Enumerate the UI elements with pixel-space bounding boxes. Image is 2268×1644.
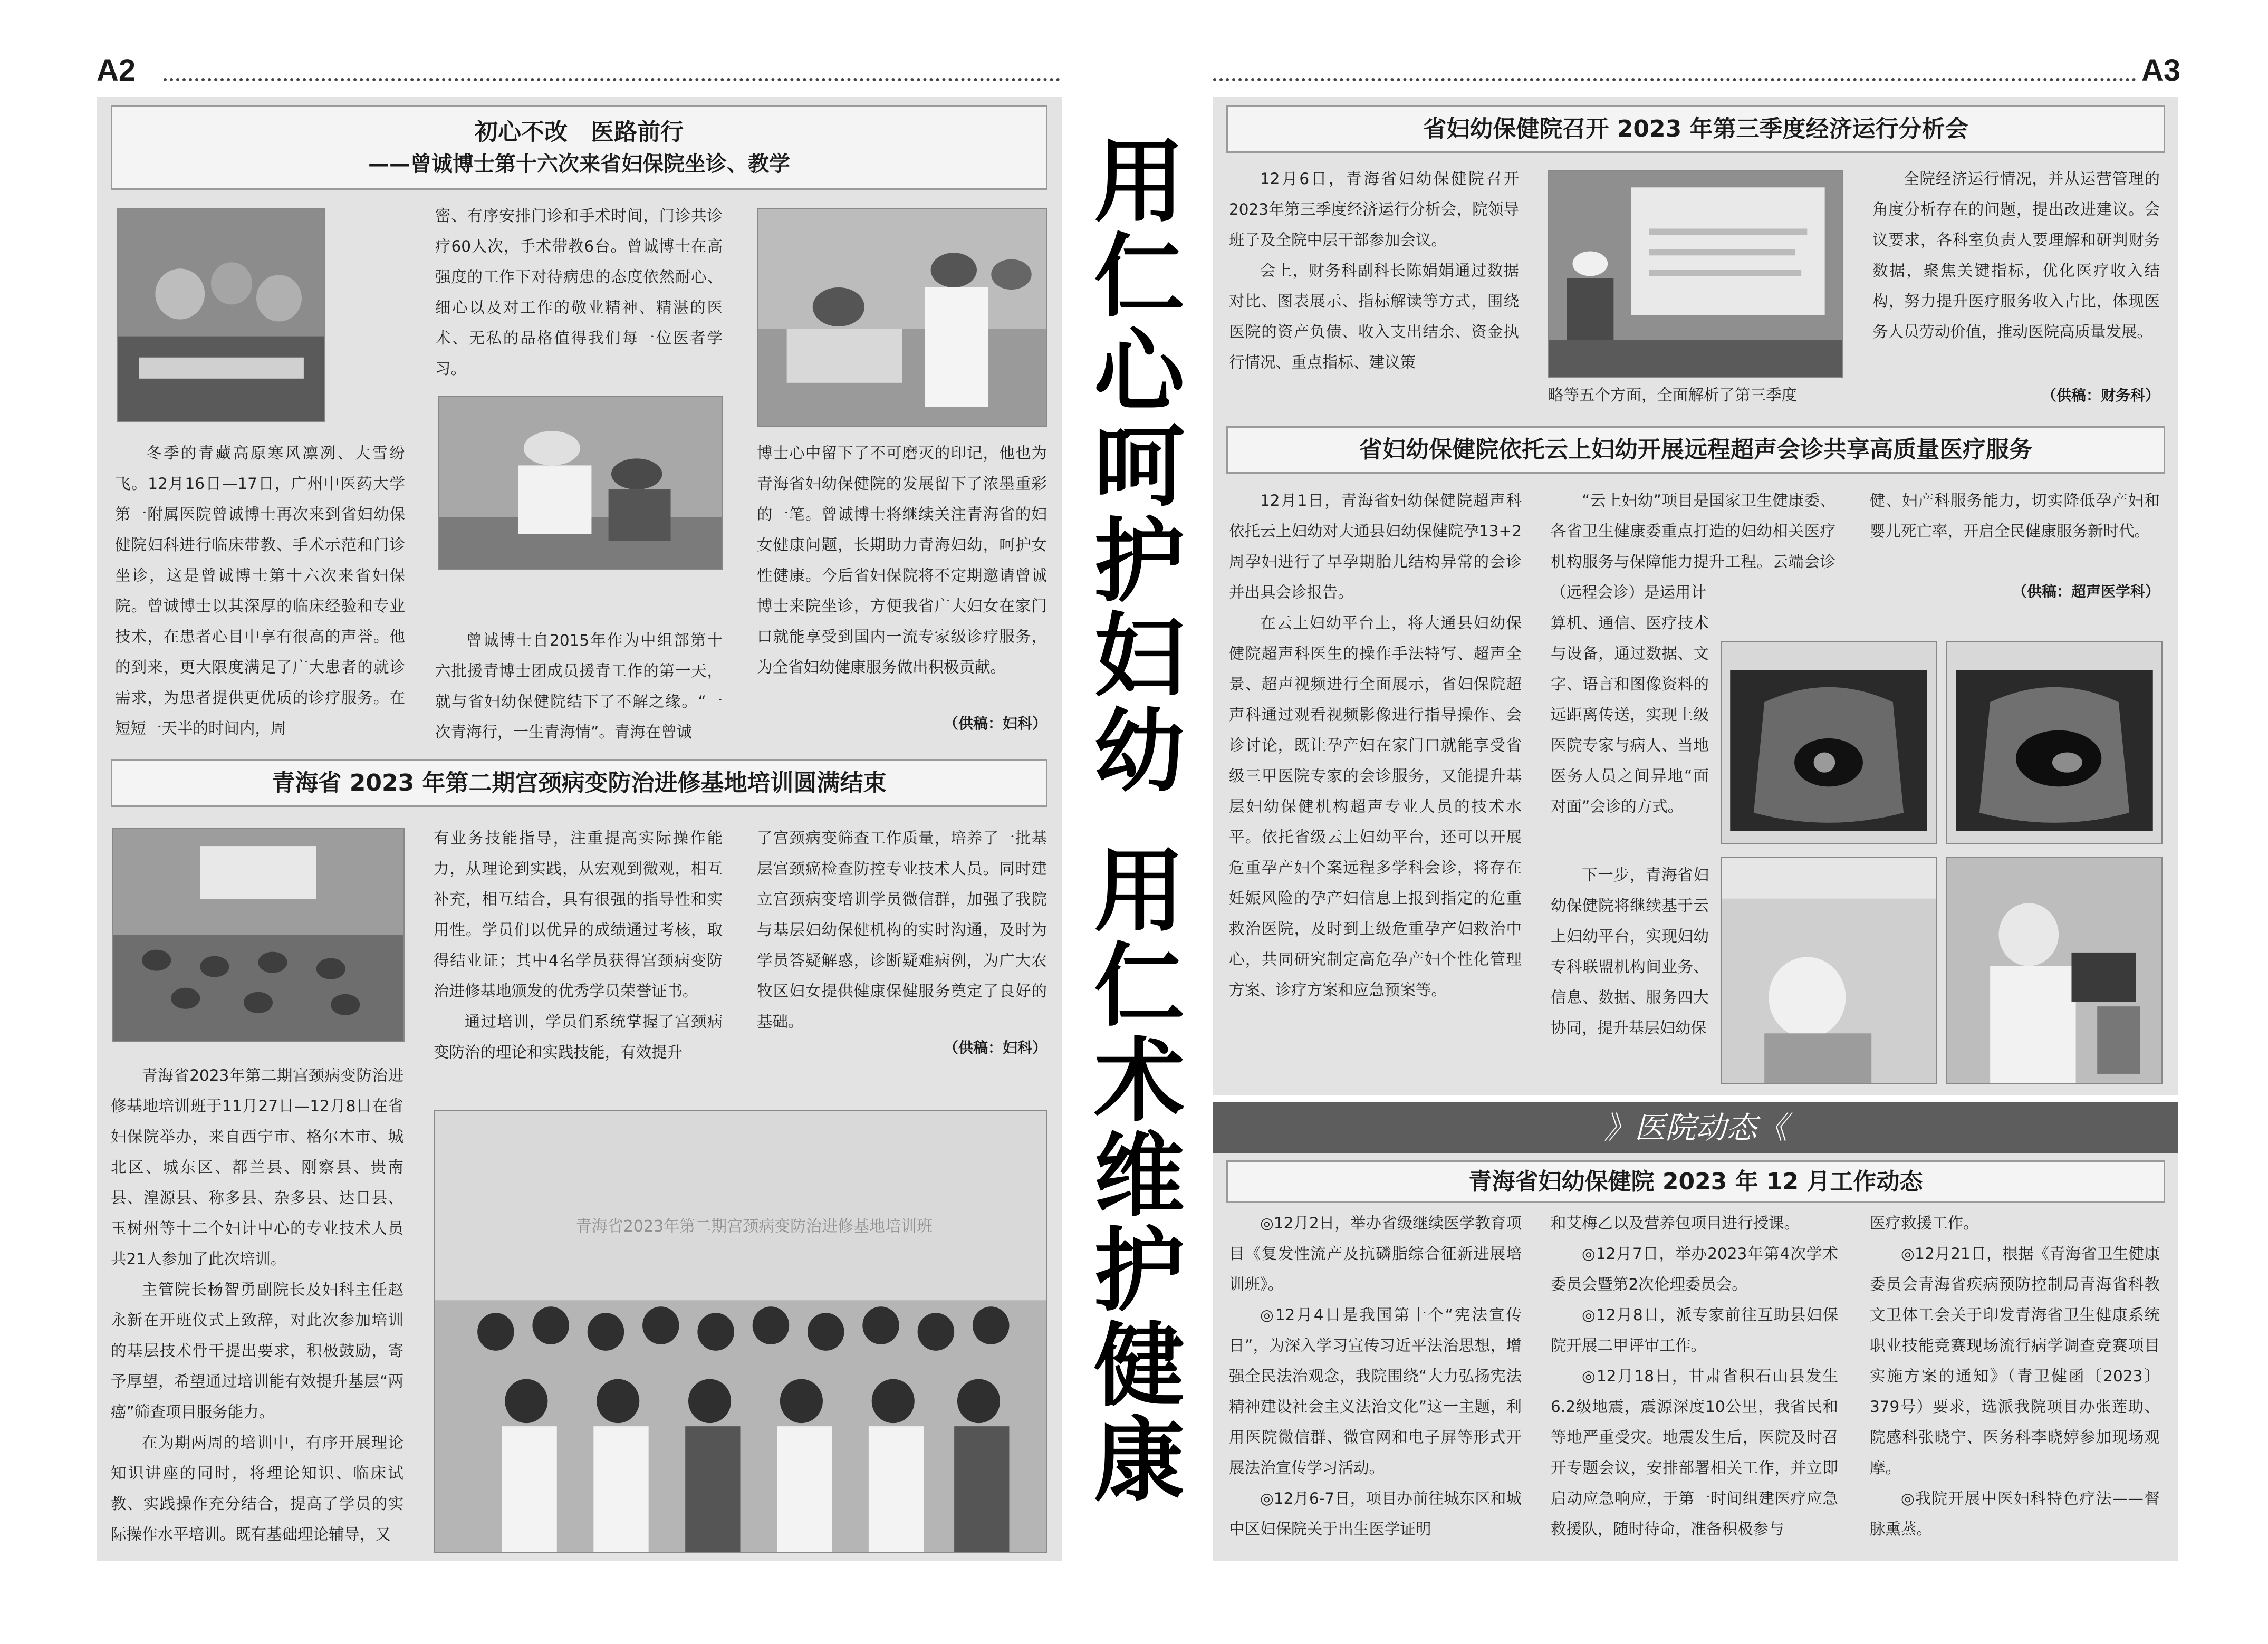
article2-col3-text: 了宫颈病变筛查工作质量，培养了一批基层宫颈癌检查防控专业技术人员。同时建立宫颈病变培训学员微信群，加强了我院与基层妇幼保健机构的实时沟通，及时为学员答疑解惑，诊断疑难病例，为广大农牧区妇女提供健康保健服务奠定了良好的基础。	[757, 829, 1047, 1031]
news-col1-p3: ◎12月6-7日，项目办前往城东区和城中区妇保院关于出生医学证明	[1229, 1489, 1522, 1538]
article3-title: 省妇幼保健院召开 2023 年第三季度经济运行分析会	[1423, 116, 1968, 142]
news-titlebar	[1226, 1160, 2165, 1203]
slogan-line1: 用仁心呵护妇幼	[1094, 129, 1185, 804]
news-col2-p2: ◎12月7日，举办2023年第4次学术委员会暨第2次伦理委员会。	[1551, 1245, 1838, 1293]
article1-col1	[115, 438, 405, 744]
article2-credit: （供稿：妇科）	[943, 1039, 1047, 1056]
article2-col1-p2: 主管院长杨智勇副院长及妇科主任赵永新在开班仪式上致辞，对此次参加培训的基层技术骨干提出要求，积极鼓励，寄予厚望，希望通过培训能有效提升基层“两癌”筛查项目服务能力。	[111, 1281, 403, 1421]
article3-col3	[1872, 164, 2160, 347]
article1-titlebar	[111, 105, 1047, 190]
article4-credit: （供稿：超声医学科）	[2012, 583, 2160, 600]
article4-col2-top	[1551, 485, 1835, 608]
article4-col3-text: 健、妇产科服务能力，切实降低孕产妇和婴儿死亡率，开启全民健康服务新时代。	[1870, 492, 2160, 540]
article1-credit: （供稿：妇科）	[943, 715, 1047, 732]
surgery-photo	[117, 208, 325, 422]
article1-col3	[757, 438, 1047, 682]
news-col1	[1229, 1208, 1522, 1544]
news-col2-p3: ◎12月8日，派专家前往互助县妇保院开展二甲评审工作。	[1551, 1306, 1838, 1354]
article1-col2a-text: 密、有序安排门诊和手术时间，门诊共诊疗60人次，手术带教6台。曾诚博士在高强度的工作下对待病患的态度依然耐心、细心以及对工作的敬业精神、精湛的医术、无私的品格值得我们每一位医者学习。	[435, 207, 723, 378]
news-col3-p1: 医疗救援工作。	[1870, 1214, 1979, 1232]
consult-photo	[438, 396, 723, 570]
hospital-news-banner: 》医院动态《	[1213, 1102, 2178, 1153]
article2-col2	[434, 823, 723, 1068]
article2-titlebar	[111, 759, 1047, 807]
article2-col1	[111, 1060, 403, 1550]
header-rule-right	[1213, 78, 2136, 81]
article1-subtitle: ——曾诚博士第十六次来省妇保院坐诊、教学	[368, 152, 790, 176]
article2-col3	[757, 823, 1047, 1037]
article2-col2-p2: 通过培训，学员们系统掌握了宫颈病变防治的理论和实践技能，有效提升	[434, 1013, 723, 1061]
slogan-line2: 用仁术维护健康	[1094, 838, 1185, 1514]
news-col1-p2: ◎12月4日是我国第十个“宪法宣传日”，为深入学习宣传习近平法治思想，增强全民法治观念，我院围绕“大力弘扬宪法精神建设社会主义法治文化”这一主题，利用医院微信群、微官网和电子屏等形式开展法治宣传学习活动。	[1229, 1306, 1522, 1477]
article3-titlebar	[1226, 105, 2165, 153]
article3-col2	[1548, 380, 1843, 410]
article4-col2-mid-text: 算机、通信、医疗技术与设备，通过数据、文字、语言和图像资料的远距离传送，实现上级医院专家与病人、当地医务人员之间异地“面对面”会诊的方式。	[1551, 614, 1709, 815]
article2-col1-p1: 青海省2023年第二期宫颈病变防治进修基地培训班于11月27日—12月8日在省妇保院举办，来自西宁市、格尔木市、城北区、城东区、都兰县、刚察县、贵南县、湟源县、称多县、杂多县、达日县、玉树州等十二个妇计中心的专业技术人员共21人参加了此次培训。	[111, 1066, 403, 1268]
news-col1-p1: ◎12月2日，举办省级继续医学教育项目《复发性流产及抗磷脂综合征新进展培训班》。	[1229, 1214, 1522, 1293]
article1-col2b-text: 曾诚博士自2015年作为中组部第十六批援青博士团成员援青工作的第一天，就与省妇幼保健院结下了不解之缘。“一次青海行，一生青海情”。青海在曾诚	[435, 631, 723, 741]
article3-col1	[1229, 164, 1519, 378]
patient-photo	[757, 208, 1047, 427]
article4-col2-top-text: “云上妇幼”项目是国家卫生健康委、各省卫生健康委重点打造的妇幼相关医疗机构服务与保障能力提升工程。云端会诊（远程会诊）是运用计	[1551, 492, 1835, 601]
news-col2	[1551, 1208, 1838, 1544]
article3-credit: （供稿：财务科）	[2041, 387, 2160, 404]
article4-col2-low	[1551, 860, 1709, 1043]
news-col3-p2: ◎12月21日，根据《青海省卫生健康委员会青海省疾病预防控制局青海省科教文卫体工会关于印发青海省卫生健康系统职业技能竞赛现场流行病学调查竞赛项目实施方案的通知》（青卫健函〔2023〕379号）要求，选派我院项目办张莲助、院感科张晓宁、医务科李晓婷参加现场观摩。	[1870, 1245, 2160, 1477]
article1-col3-text: 博士心中留下了不可磨灭的印记，他也为青海省妇幼保健院的发展留下了浓墨重彩的一笔。曾诚博士将继续关注青海省的妇女健康问题，长期助力青海妇幼，呵护女性健康。今后省妇保院将不定期邀请曾诚博士来院坐诊，方便我省广大妇女在家门口就能享受到国内一流专家级诊疗服务，为全省妇幼健康服务做出积极贡献。	[757, 444, 1047, 676]
article1-col2b	[435, 625, 723, 747]
article4-col1-p2: 在云上妇幼平台上，将大通县妇幼保健院超声科医生的操作手法特写、超声全景、超声视频进行全面展示，省妇保院超声科通过观看视频影像进行指导操作、会诊讨论，既让孕产妇在家门口就能享受省级三甲医院专家的会诊服务，又能提升基层妇幼保健机构超声专业人员的技术水平。依托省级云上妇幼平台，还可以开展危重孕产妇个案远程多学科会诊，将存在妊娠风险的孕产妇信息上报到指定的危重救治医院，及时到上级危重孕产妇救治中心，共同研究制定高危孕产妇个性化管理方案、诊疗方案和应急预案等。	[1229, 614, 1522, 999]
article3-col1-p2: 会上，财务科副科长陈娟娟通过数据对比、图表展示、指标解读等方式，围绕医院的资产负债、收入支出结余、资金执行情况、重点指标、建议策	[1229, 262, 1519, 371]
group-photo	[434, 1110, 1047, 1553]
news-col3	[1870, 1208, 2160, 1544]
meeting-photo	[1548, 170, 1843, 378]
article4-col2-low-text: 下一步，青海省妇幼保健院将继续基于云上妇幼平台，实现妇幼专科联盟机构间业务、信息、数据、服务四大协同，提升基层妇幼保	[1551, 866, 1709, 1037]
page-number-right: A3	[2141, 53, 2181, 88]
article3-col1-p1: 12月6日，青海省妇幼保健院召开2023年第三季度经济运行分析会，院领导班子及全院中层干部参加会议。	[1229, 170, 1519, 249]
article4-col1	[1229, 485, 1522, 1005]
ultrasound-photo-1	[1721, 641, 1937, 844]
news-title: 青海省妇幼保健院 2023 年 12 月工作动态	[1468, 1168, 1923, 1195]
article1-title: 初心不改 医路前行	[475, 119, 684, 146]
video-call-photo	[1721, 857, 1937, 1084]
operator-photo	[1946, 857, 2163, 1084]
article2-col1-p3: 在为期两周的培训中，有序开展理论知识讲座的同时，将理论知识、临床试教、实践操作充分结合，提高了学员的实际操作水平培训。既有基础理论辅导，又	[111, 1434, 403, 1543]
article4-col1-p1: 12月1日，青海省妇幼保健院超声科依托云上妇幼对大通县妇幼保健院孕13+2周孕妇进行了早孕期胎儿结构异常的会诊并出具会诊报告。	[1229, 492, 1522, 601]
article1-col1-text: 冬季的青藏高原寒风凛冽、大雪纷飞。12月16日—17日，广州中医药大学第一附属医院曾诚博士再次来到省妇幼保健院妇科进行临床带教、手术示范和门诊坐诊，这是曾诚博士第十六次来省妇保院。曾诚博士以其深厚的临床经验和专业技术，在患者心目中享有很高的声誉。他的到来，更大限度满足了广大患者的就诊需求，为患者提供更优质的诊疗服务。在短短一天半的时间内，周	[115, 444, 405, 737]
article4-col3	[1870, 485, 2160, 546]
article4-col2-mid	[1551, 608, 1709, 822]
article4-titlebar	[1226, 426, 2165, 474]
page-number-left: A2	[97, 53, 136, 88]
news-col2-p4: ◎12月18日，甘肃省积石山县发生6.2级地震，震源深度10公里，我省民和等地严重受灾。地震发生后，医院及时召开专题会议，安排部署相关工作，并立即启动应急响应，于第一时间组建医疗应急救援队，随时待命，准备积极参与	[1551, 1367, 1838, 1538]
article1-col2a	[435, 200, 723, 384]
article4-title: 省妇幼保健院依托云上妇幼开展远程超声会诊共享高质量医疗服务	[1359, 436, 2032, 463]
ultrasound-photo-2	[1946, 641, 2163, 844]
article3-col2-text: 略等五个方面，全面解析了第三季度	[1548, 386, 1798, 404]
article3-col3-text: 全院经济运行情况，并从运营管理的角度分析存在的问题，提出改进建议。会议要求，各科室负责人要理解和研判财务数据，聚焦关键指标，优化医疗收入结构，努力提升医疗服务收入占比，体现医务人员劳动价值，推动医院高质量发展。	[1872, 170, 2160, 341]
news-col3-p3: ◎我院开展中医妇科特色疗法——督脉熏蒸。	[1870, 1489, 2160, 1538]
news-col2-p1: 和艾梅乙以及营养包项目进行授课。	[1551, 1214, 1800, 1232]
article2-col2-p1: 有业务技能指导，注重提高实际操作能力，从理论到实践，从宏观到微观，相互补充，相互结合，具有很强的指导性和实用性。学员们以优异的成绩通过考核，取得结业证；其中4名学员获得宫颈病变防治进修基地颁发的优秀学员荣誉证书。	[434, 829, 723, 1000]
header-rule-left	[164, 78, 1060, 81]
article2-title: 青海省 2023 年第二期宫颈病变防治进修基地培训圆满结束	[272, 770, 887, 796]
group-photo-banner-text: 青海省2023年第二期宫颈病变防治进修基地培训班	[575, 1217, 933, 1236]
training-photo	[112, 828, 405, 1042]
